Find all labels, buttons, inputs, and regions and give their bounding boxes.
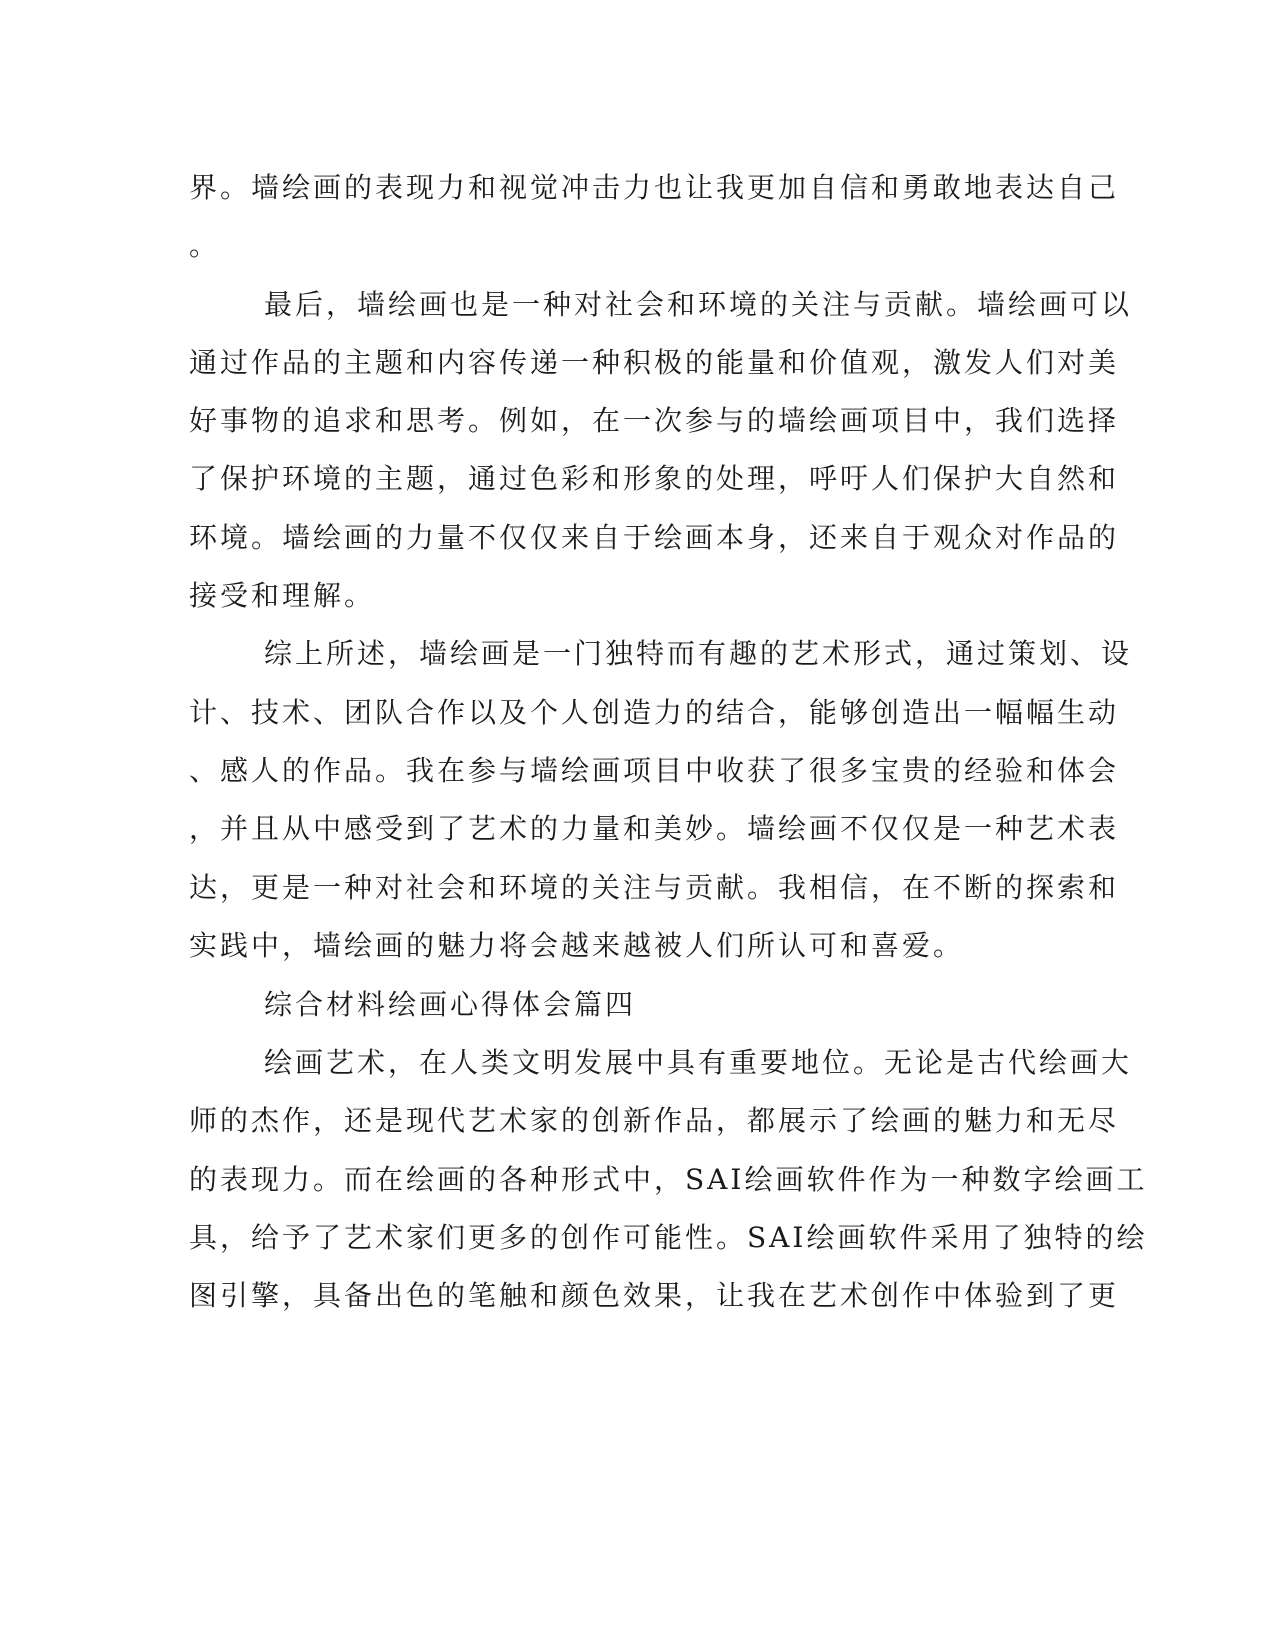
paragraph-start-line: 绘画艺术，在人类文明发展中具有重要地位。无论是古代绘画大 [264, 1046, 1133, 1079]
text-line: 师的杰作，还是现代艺术家的创新作品，都展示了绘画的魅力和无尽 [189, 1104, 1120, 1137]
text-line: 好事物的追求和思考。例如，在一次参与的墙绘画项目中，我们选择 [189, 404, 1120, 437]
text-line: 环境。墙绘画的力量不仅仅来自于绘画本身，还来自于观众对作品的 [189, 521, 1120, 554]
text-line: 接受和理解。 [189, 579, 376, 612]
text-line: 了保护环境的主题，通过色彩和形象的处理，呼吁人们保护大自然和 [189, 462, 1120, 495]
text-line: ，并且从中感受到了艺术的力量和美妙。墙绘画不仅仅是一种艺术表 [189, 812, 1120, 845]
section-heading: 综合材料绘画心得体会篇四 [264, 988, 637, 1021]
text-line: 计、技术、团队合作以及个人创造力的结合，能够创造出一幅幅生动 [189, 696, 1120, 729]
paragraph-start-line: 综上所述，墙绘画是一门独特而有趣的艺术形式，通过策划、设 [264, 637, 1133, 670]
paragraph-start-line: 最后，墙绘画也是一种对社会和环境的关注与贡献。墙绘画可以 [264, 288, 1133, 321]
text-line: 实践中，墙绘画的魅力将会越来越被人们所认可和喜爱。 [189, 929, 965, 962]
text-line: 图引擎，具备出色的笔触和颜色效果，让我在艺术创作中体验到了更 [189, 1279, 1120, 1312]
text-line: 。 [189, 229, 221, 262]
text-line: 、感人的作品。我在参与墙绘画项目中收获了很多宝贵的经验和体会 [189, 754, 1120, 787]
text-line: 通过作品的主题和内容传递一种积极的能量和价值观，激发人们对美 [189, 346, 1120, 379]
text-line: 具，给予了艺术家们更多的创作可能性。SAI绘画软件采用了独特的绘 [189, 1221, 1148, 1254]
text-line: 的表现力。而在绘画的各种形式中，SAI绘画软件作为一种数字绘画工 [189, 1163, 1148, 1196]
text-line: 达，更是一种对社会和环境的关注与贡献。我相信，在不断的探索和 [189, 871, 1120, 904]
text-line: 界。墙绘画的表现力和视觉冲击力也让我更加自信和勇敢地表达自己 [189, 171, 1120, 204]
